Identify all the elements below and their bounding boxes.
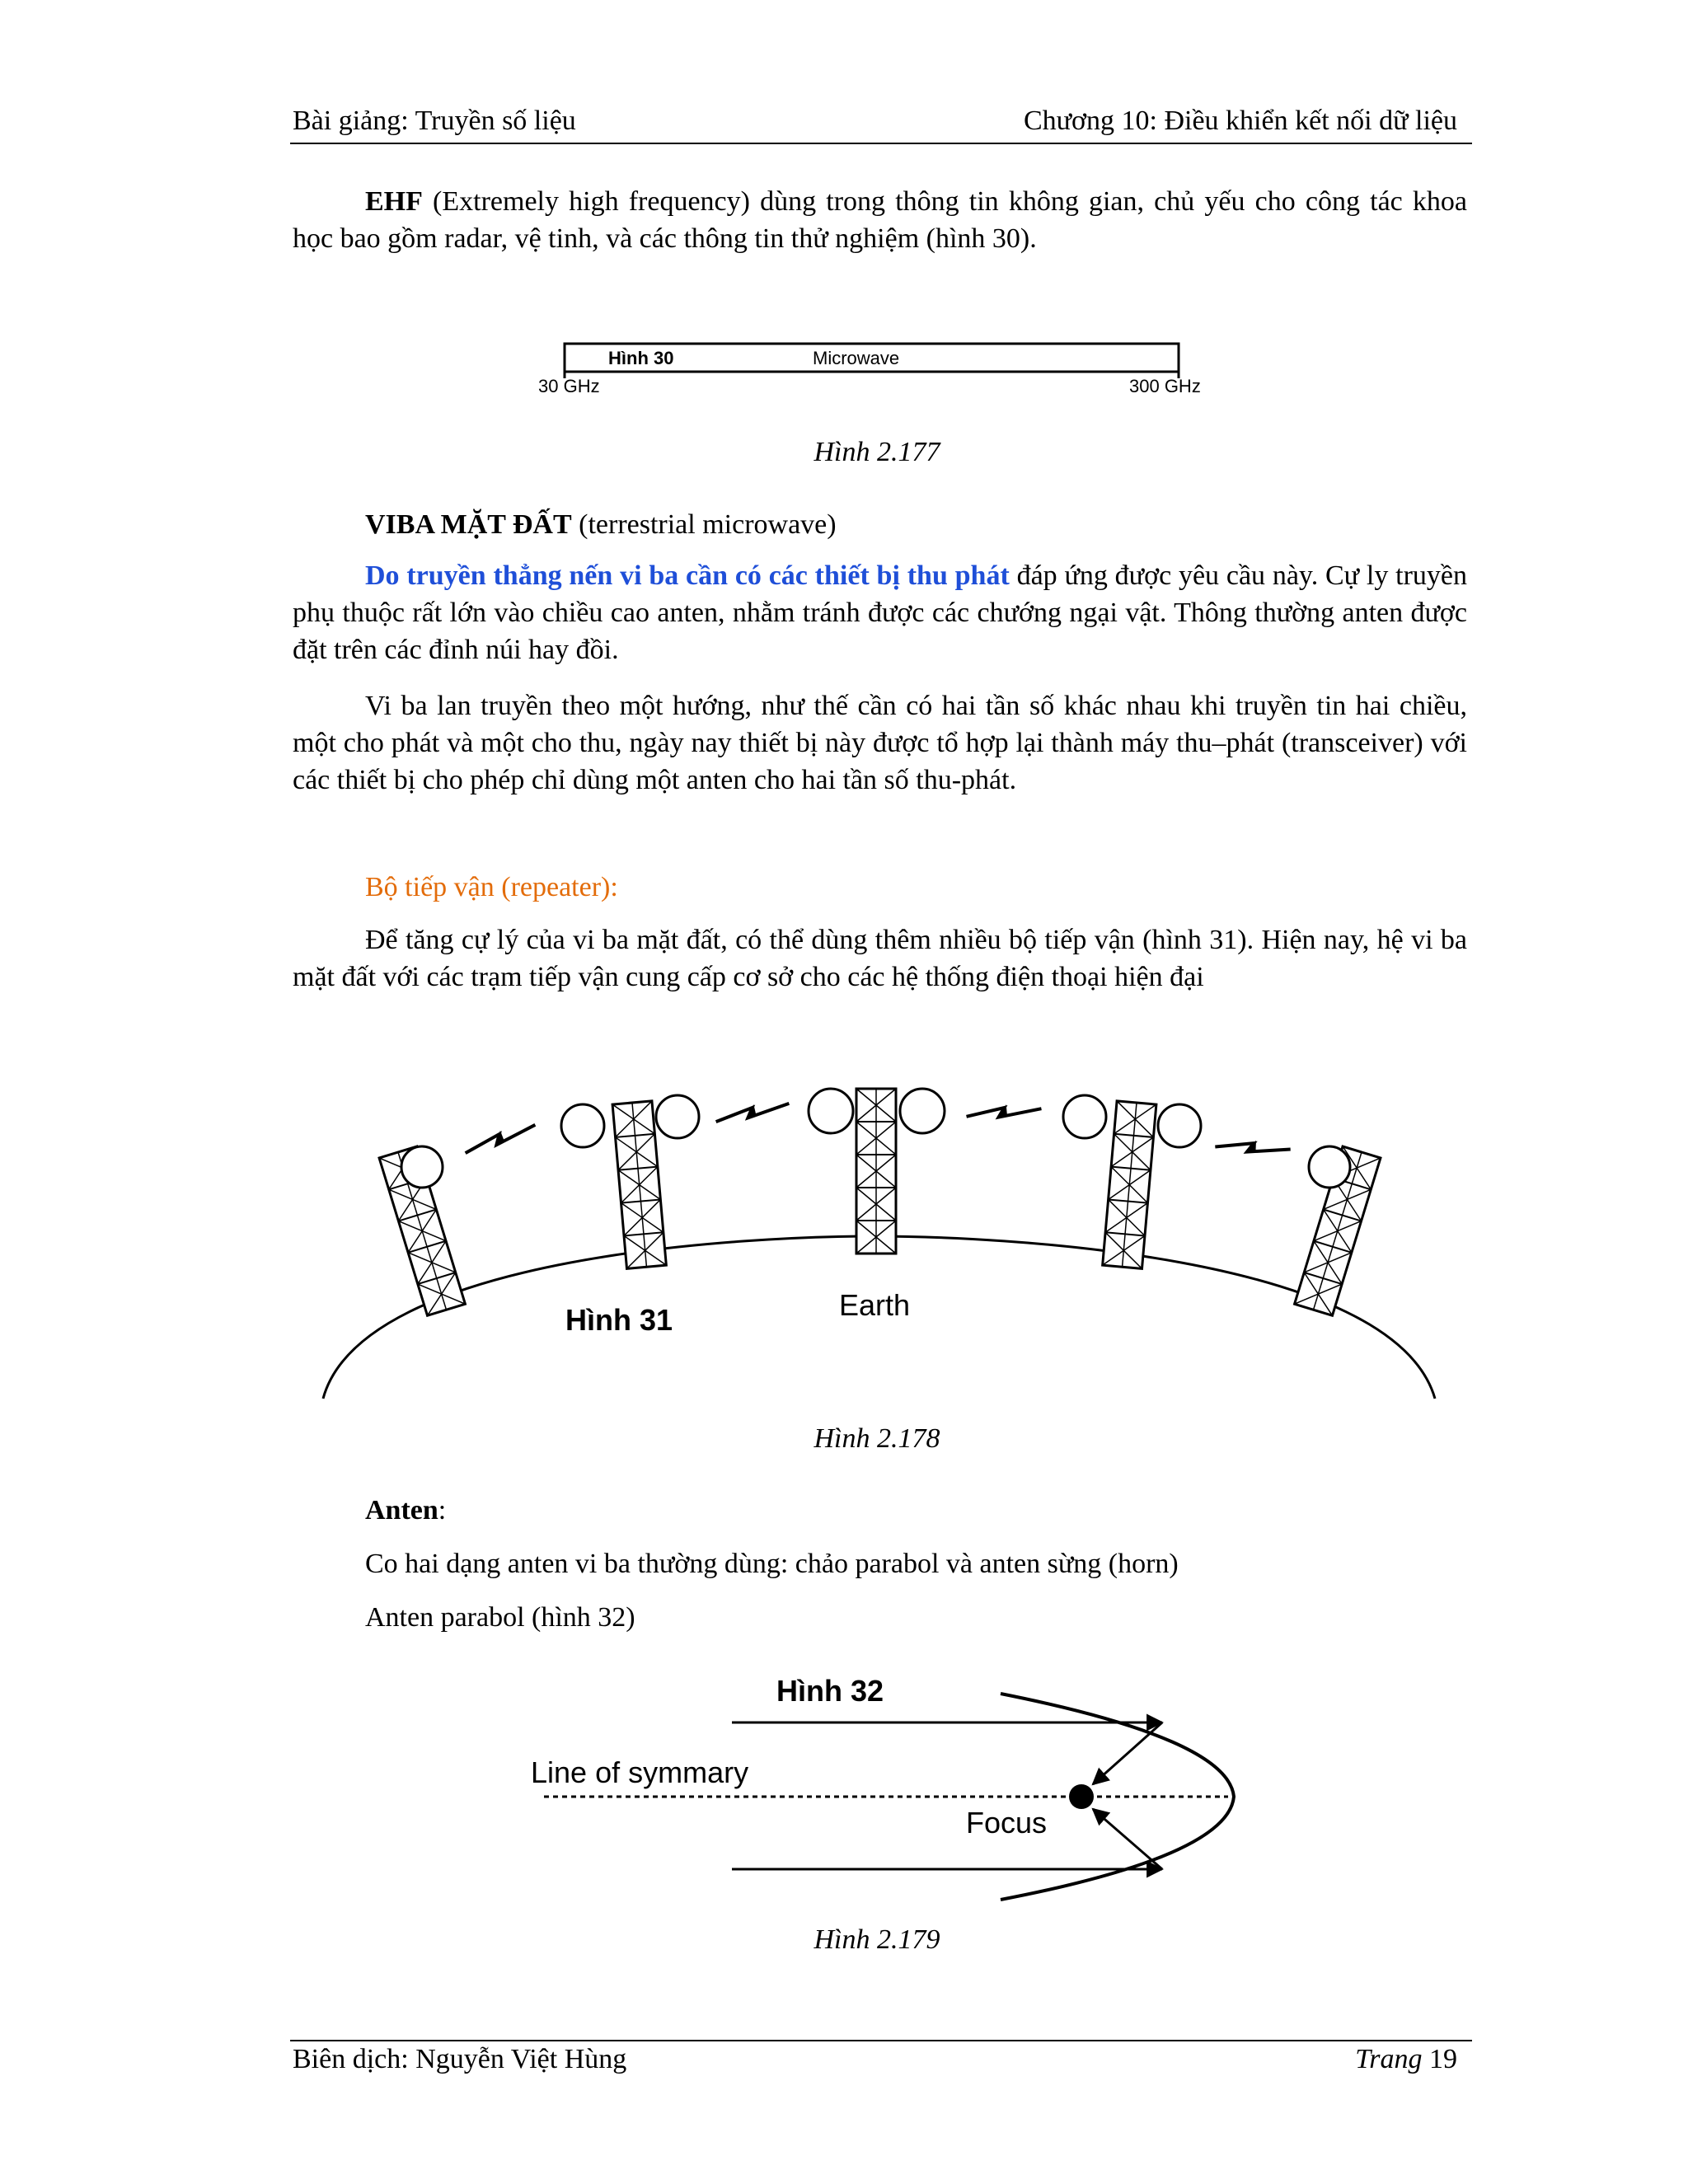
viba-p1-rest: đáp ứng được yêu cầu này. Cự ly truyền phụ thuộc rất lớn vào chiều cao anten, nhằm tránh được các chướng ngại vật. Thông thường anten được đặt trên các đỉnh núi hay đồi. — [293, 560, 1467, 665]
ehf-term: EHF — [365, 186, 423, 217]
header-course-title: Bài giảng: Truyền số liệu — [293, 105, 576, 136]
viba-heading-bold: VIBA MẶT ĐẤT — [365, 509, 572, 540]
repeater-heading: Bộ tiếp vận (repeater): — [365, 872, 618, 902]
page-word: Trang — [1355, 2044, 1423, 2074]
figure-caption: Hình 2.179 — [814, 1924, 940, 1955]
figure-caption: Hình 2.178 — [814, 1423, 940, 1454]
anten-colon: : — [438, 1495, 447, 1526]
footer-page-number — [1355, 2044, 1457, 2075]
viba-paragraph-2: Vi ba lan truyền theo một hướng, như thế cần có hai tần số khác nhau khi truyền tin hai chiều, một cho phát và một cho thu, ngày nay thiết bị này được tổ hợp lại thành máy thu–phát (transceiver) với các thiết bị cho phép chỉ dùng một anten cho hai tần số thu-phát. — [293, 691, 1467, 795]
figure-caption: Hình 2.177 — [814, 437, 940, 467]
header-chapter-title: Chương 10: Điều khiển kết nối dữ liệu — [1023, 105, 1457, 136]
viba-heading-rest: (terrestrial microwave) — [571, 509, 837, 540]
page-num: 19 — [1429, 2044, 1457, 2074]
fig30-label: Hình 30 — [608, 348, 674, 368]
anten-line-2: Anten parabol (hình 32) — [365, 1602, 635, 1633]
reflected-ray-bottom — [1093, 1809, 1162, 1869]
earth-label: Earth — [839, 1288, 911, 1322]
fig30-band-name: Microwave — [813, 348, 900, 368]
repeater-paragraph: Để tăng cự lý của vi ba mặt đất, có thể dùng thêm nhiều bộ tiếp vận (hình 31). Hiện nay, hệ vi ba mặt đất với các trạm tiếp vận cung cấp cơ sở cho các hệ thống điện thoại hiện đại — [293, 925, 1467, 992]
fig32-label: Hình 32 — [776, 1674, 884, 1708]
symmetry-label: Line of symmary — [531, 1755, 749, 1789]
focus-point — [1069, 1784, 1094, 1809]
fig30-high-frequency: 300 GHz — [1129, 376, 1201, 396]
ehf-text: (Extremely high frequency) dùng trong thông tin không gian, chủ yếu cho công tác khoa học bao gồm radar, vệ tinh, và các thông tin thử nghiệm (hình 30). — [293, 186, 1467, 254]
footer-translator: Biên dịch: Nguyễn Việt Hùng — [293, 2044, 627, 2074]
fig30-low-frequency: 30 GHz — [538, 376, 600, 396]
footer-divider — [290, 2040, 1472, 2041]
focus-label: Focus — [966, 1806, 1048, 1840]
anten-line-1: Co hai dạng anten vi ba thường dùng: chảo parabol và anten sừng (horn) — [365, 1549, 1179, 1579]
viba-highlight: Do truyền thẳng nến vi ba cần có các thiết bị thu phát — [365, 560, 1010, 591]
anten-heading-bold: Anten — [365, 1495, 438, 1526]
fig31-label: Hình 31 — [565, 1303, 673, 1337]
reflected-ray-top — [1093, 1722, 1162, 1784]
